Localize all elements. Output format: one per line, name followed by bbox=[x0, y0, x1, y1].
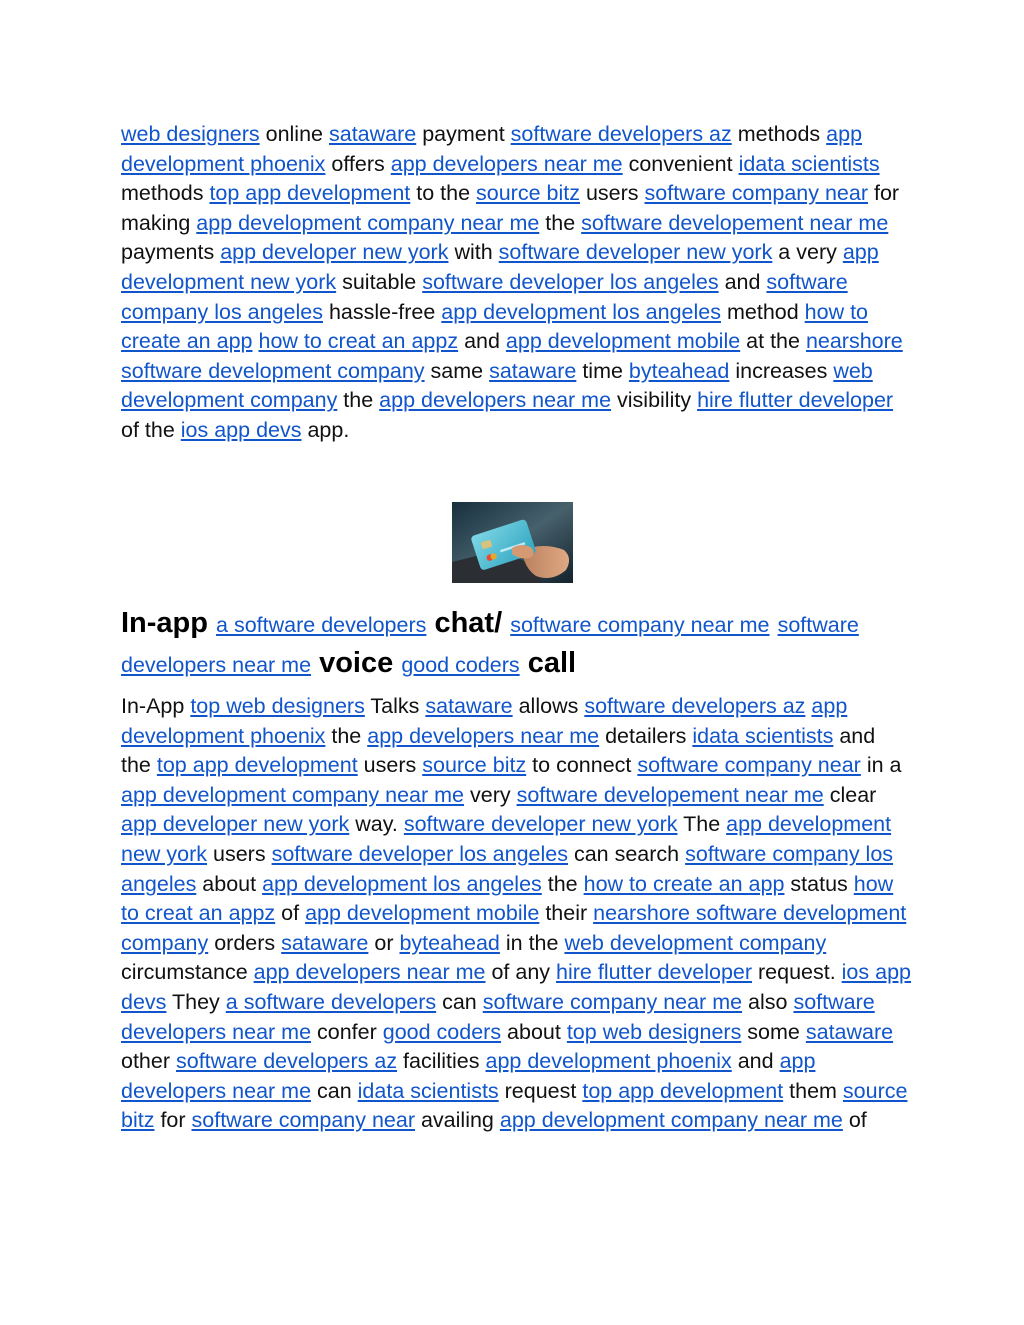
inline-text: users bbox=[207, 841, 272, 866]
credit-card-photo bbox=[452, 502, 573, 583]
inline-text: voice bbox=[311, 647, 402, 679]
inline-link[interactable]: top app development bbox=[209, 181, 411, 206]
inline-text: also bbox=[742, 989, 794, 1014]
inline-text: same bbox=[424, 358, 490, 383]
inline-link[interactable]: nearshore software development company bbox=[121, 329, 903, 383]
inline-text: of any bbox=[485, 960, 557, 985]
inline-text: visibility bbox=[611, 388, 698, 413]
inline-link[interactable]: good coders bbox=[401, 653, 520, 677]
inline-text: to connect bbox=[526, 753, 638, 778]
credit-card-icon bbox=[452, 502, 573, 583]
inline-text: clear bbox=[823, 782, 877, 807]
inline-link[interactable]: how to create an app bbox=[121, 299, 869, 354]
inline-text: to the bbox=[410, 181, 477, 206]
inline-link[interactable]: top app development bbox=[582, 1078, 784, 1103]
inline-link[interactable]: app development new york bbox=[121, 812, 892, 866]
inline-link[interactable]: app developer new york bbox=[220, 240, 449, 265]
inline-text: users bbox=[579, 181, 645, 206]
inline-link[interactable]: software company near me bbox=[482, 989, 743, 1014]
inline-link[interactable]: hire flutter developer bbox=[556, 960, 753, 985]
inline-text: request. bbox=[752, 960, 842, 985]
inline-link[interactable]: ios app devs bbox=[121, 960, 911, 1014]
inline-link[interactable]: software company near bbox=[191, 1108, 415, 1133]
inline-text: methods bbox=[731, 122, 827, 146]
inline-text: In-app bbox=[121, 607, 217, 639]
inline-link[interactable]: app developers near me bbox=[367, 723, 600, 748]
inline-text: The bbox=[677, 812, 727, 837]
inline-link[interactable]: top web designers bbox=[190, 694, 365, 718]
inline-link[interactable]: sataware bbox=[489, 358, 577, 383]
inline-text: can bbox=[436, 989, 483, 1014]
inline-link[interactable]: software developers near me bbox=[121, 613, 859, 677]
inline-text: suitable bbox=[336, 269, 423, 294]
inline-link[interactable]: sataware bbox=[328, 122, 417, 146]
inline-text: can bbox=[311, 1078, 358, 1103]
inline-text: In-App bbox=[121, 694, 191, 718]
inline-text: with bbox=[448, 240, 499, 265]
inline-text: payments bbox=[121, 240, 221, 265]
inline-link[interactable]: top app development bbox=[156, 753, 358, 778]
inline-text: the bbox=[541, 871, 584, 896]
inline-link[interactable]: software company near bbox=[644, 181, 868, 206]
inline-text: about bbox=[501, 1019, 567, 1044]
inline-link[interactable]: app developer new york bbox=[121, 812, 350, 837]
inline-link[interactable]: app development new york bbox=[121, 240, 879, 294]
inline-text: time bbox=[576, 358, 629, 383]
inline-link[interactable]: a software developers bbox=[225, 989, 437, 1014]
section-heading bbox=[121, 604, 911, 684]
inline-link[interactable]: sataware bbox=[425, 694, 513, 718]
inline-link[interactable]: source bitz bbox=[476, 181, 580, 206]
inline-text: offers bbox=[325, 151, 391, 176]
inline-link[interactable]: software developers az bbox=[584, 694, 806, 718]
inline-text: chat/ bbox=[426, 607, 511, 639]
inline-link[interactable]: app development company near me bbox=[121, 782, 465, 807]
inline-text: the bbox=[337, 388, 380, 413]
inline-link[interactable]: idata scientists bbox=[357, 1078, 499, 1103]
inline-text: about bbox=[196, 871, 263, 896]
inline-link[interactable]: sataware bbox=[805, 1019, 894, 1044]
inline-link[interactable]: byteahead bbox=[399, 930, 500, 955]
inline-link[interactable]: software developer los angeles bbox=[271, 841, 568, 866]
inline-text: availing bbox=[415, 1108, 500, 1133]
inline-link[interactable]: app development los angeles bbox=[262, 871, 542, 896]
inline-link[interactable]: web development company bbox=[121, 358, 873, 413]
inline-text: way. bbox=[349, 812, 404, 837]
inline-link[interactable]: how to create an app bbox=[583, 871, 785, 896]
paragraph-in-app-talks bbox=[121, 692, 911, 1136]
inline-text bbox=[770, 607, 778, 639]
inline-link[interactable]: app developers near me bbox=[253, 960, 486, 985]
inline-link[interactable]: good coders bbox=[382, 1019, 502, 1044]
inline-link[interactable]: software developement near me bbox=[581, 210, 889, 235]
inline-text: methods bbox=[121, 181, 210, 206]
inline-link[interactable]: software developers az bbox=[510, 122, 732, 146]
inline-text: for making bbox=[121, 181, 900, 235]
inline-link[interactable]: app developers near me bbox=[379, 388, 612, 413]
inline-text: the bbox=[539, 210, 582, 235]
inline-link[interactable]: byteahead bbox=[628, 358, 730, 383]
inline-text: of the bbox=[121, 417, 181, 442]
inline-text: Talks bbox=[364, 694, 426, 718]
inline-text: online bbox=[259, 122, 329, 146]
inline-text: and bbox=[731, 1049, 780, 1074]
inline-text: circumstance bbox=[121, 960, 254, 985]
inline-text: hassle-free bbox=[322, 299, 442, 324]
inline-link[interactable]: source bitz bbox=[422, 753, 527, 778]
inline-link[interactable]: app developers near me bbox=[390, 151, 623, 176]
inline-link[interactable]: app development phoenix bbox=[485, 1049, 732, 1074]
inline-text: a very bbox=[772, 240, 843, 265]
inline-text: payment bbox=[416, 122, 511, 146]
inline-link[interactable]: app development company near me bbox=[196, 210, 540, 235]
inline-link[interactable]: sataware bbox=[281, 930, 369, 955]
inline-text: or bbox=[368, 930, 400, 955]
inline-link[interactable]: nearshore software development company bbox=[121, 901, 907, 955]
inline-link[interactable]: app development mobile bbox=[305, 901, 540, 926]
inline-text: their bbox=[539, 901, 594, 926]
inline-text: them bbox=[783, 1078, 843, 1103]
inline-link[interactable]: how to creat an appz bbox=[121, 871, 894, 926]
inline-text: for bbox=[154, 1108, 192, 1133]
inline-text: the bbox=[325, 723, 368, 748]
inline-link[interactable]: idata scientists bbox=[692, 723, 834, 748]
inline-link[interactable]: hire flutter developer bbox=[697, 388, 894, 413]
inline-text: increases bbox=[729, 358, 834, 383]
inline-link[interactable]: software developement near me bbox=[516, 782, 824, 807]
inline-text: very bbox=[464, 782, 517, 807]
paragraph-payments bbox=[121, 120, 911, 446]
inline-text: users bbox=[357, 753, 423, 778]
inline-text: status bbox=[784, 871, 854, 896]
inline-link[interactable]: web development company bbox=[564, 930, 827, 955]
inline-link[interactable]: top web designers bbox=[566, 1019, 742, 1044]
inline-link[interactable]: software developer new york bbox=[498, 240, 773, 265]
inline-text: and bbox=[458, 329, 506, 354]
inline-link[interactable]: app development phoenix bbox=[121, 694, 848, 748]
inline-link[interactable]: app development company near me bbox=[499, 1108, 843, 1133]
inline-link[interactable]: idata scientists bbox=[738, 151, 880, 176]
inline-link[interactable]: app development mobile bbox=[505, 329, 741, 354]
inline-text: some bbox=[741, 1019, 806, 1044]
inline-text: allows bbox=[512, 694, 585, 718]
inline-link[interactable]: app developers near me bbox=[121, 1049, 816, 1103]
inline-link[interactable]: software developers near me bbox=[121, 989, 875, 1044]
inline-text: and bbox=[718, 269, 767, 294]
inline-text: other bbox=[121, 1049, 176, 1074]
inline-link[interactable]: app development phoenix bbox=[121, 122, 863, 176]
inline-text: of bbox=[842, 1108, 867, 1133]
inline-text: can search bbox=[567, 841, 686, 866]
inline-text: convenient bbox=[622, 151, 739, 176]
inline-link[interactable]: software company near bbox=[637, 753, 861, 778]
inline-link[interactable]: ios app devs bbox=[180, 417, 302, 442]
inline-link[interactable]: a software developers bbox=[216, 613, 427, 637]
inline-text: confer bbox=[311, 1019, 383, 1044]
inline-link[interactable]: how to creat an appz bbox=[258, 329, 459, 354]
inline-link[interactable]: software company los angeles bbox=[121, 841, 894, 896]
inline-link[interactable]: web designers bbox=[121, 122, 260, 146]
inline-text: method bbox=[721, 299, 805, 324]
inline-text: facilities bbox=[397, 1049, 486, 1074]
inline-link[interactable]: software developers az bbox=[175, 1049, 398, 1074]
inline-text: request bbox=[498, 1078, 583, 1103]
inline-text: in the bbox=[499, 930, 565, 955]
inline-link[interactable]: software developer los angeles bbox=[422, 269, 719, 294]
inline-text: at the bbox=[740, 329, 806, 354]
inline-link[interactable]: source bitz bbox=[121, 1078, 908, 1133]
inline-link[interactable]: software developer new york bbox=[403, 812, 678, 837]
inline-text: and the bbox=[121, 723, 876, 778]
inline-text: They bbox=[166, 989, 226, 1014]
inline-link[interactable]: software company near me bbox=[510, 613, 770, 637]
inline-text: app. bbox=[301, 417, 350, 442]
inline-text: orders bbox=[208, 930, 282, 955]
inline-text: detailers bbox=[599, 723, 693, 748]
inline-link[interactable]: app development los angeles bbox=[441, 299, 721, 324]
inline-link[interactable]: software company los angeles bbox=[121, 269, 848, 324]
inline-text: call bbox=[519, 647, 577, 679]
inline-text: of bbox=[275, 901, 306, 926]
inline-text: in a bbox=[860, 753, 902, 778]
